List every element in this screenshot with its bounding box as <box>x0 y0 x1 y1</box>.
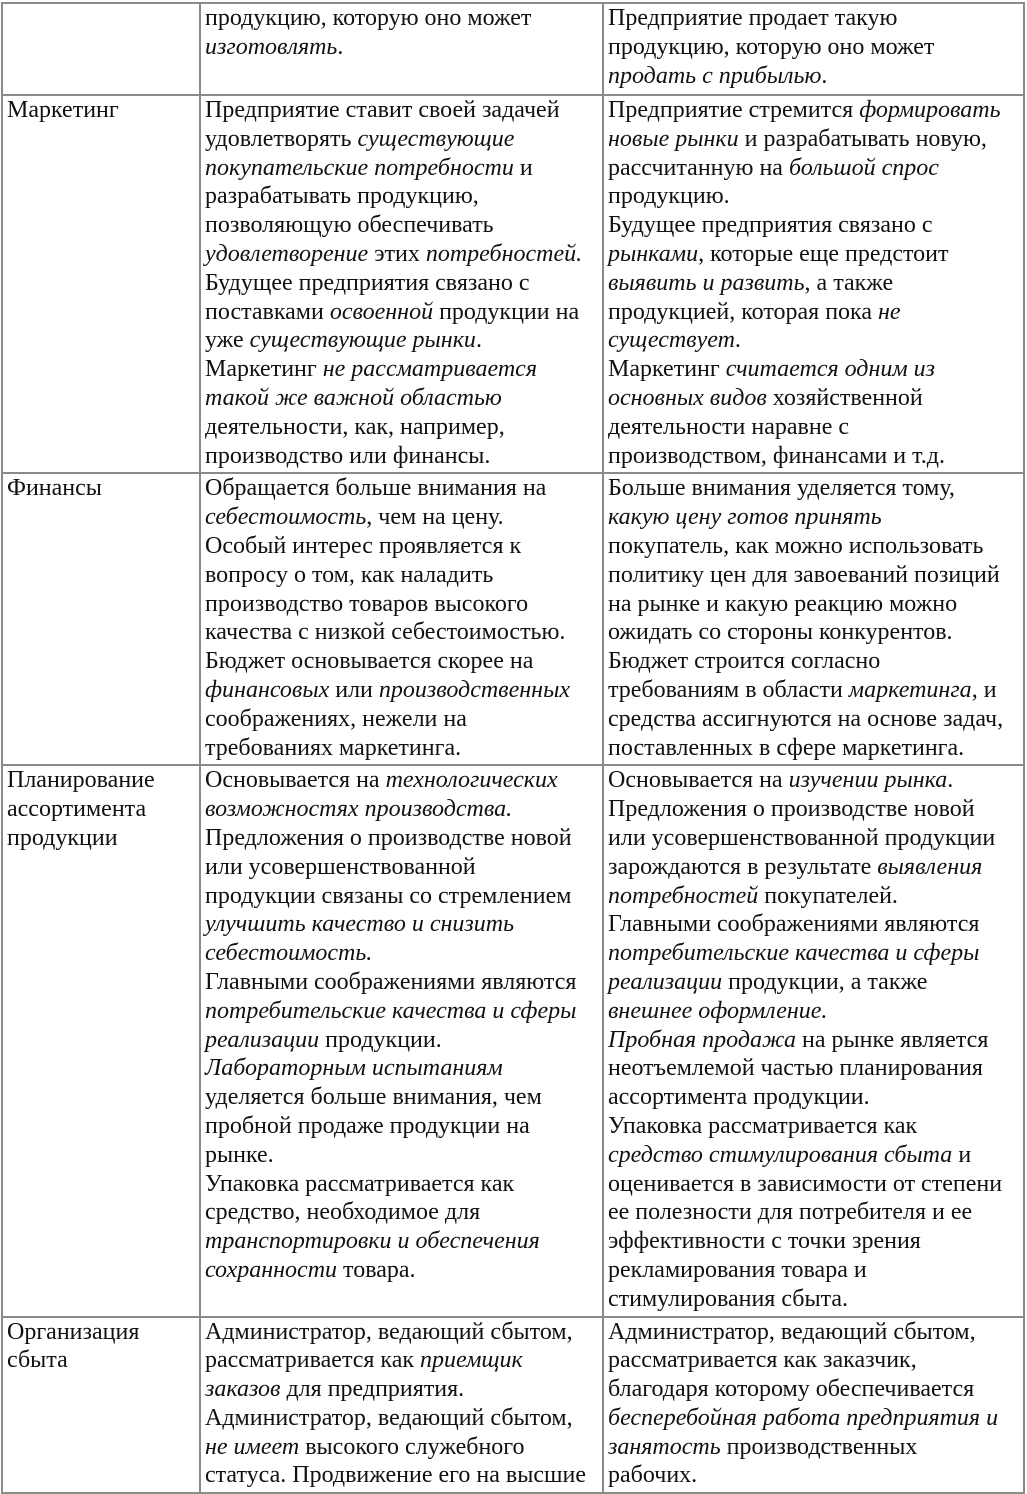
text-run: этих <box>368 240 426 267</box>
italic-text: изучении рынка <box>788 767 948 794</box>
text-run: Бюджет основывается скорее на <box>205 648 534 675</box>
text-run: Предложения о производстве новой <box>205 824 572 851</box>
text-line <box>608 1318 1020 1347</box>
text-line <box>608 269 1020 298</box>
text-line <box>205 384 599 413</box>
text-line <box>205 125 599 154</box>
text-line <box>205 532 599 561</box>
text-line <box>608 384 1020 413</box>
text-run: благодаря которому обеспечивается <box>608 1376 975 1403</box>
table-row <box>2 3 1024 95</box>
text-line <box>205 326 599 355</box>
text-line <box>608 1375 1020 1404</box>
text-run: Основывается на <box>205 767 386 794</box>
text-run: продукцию. <box>608 183 730 210</box>
italic-text: улучшить качество и снизить <box>205 911 514 938</box>
text-run: , которые еще предстоит <box>698 240 949 267</box>
text-run: требованиям в области <box>608 676 849 703</box>
italic-text: сохранности <box>205 1256 338 1283</box>
italic-text: продать с прибылью <box>608 62 822 89</box>
italic-text: реализации <box>608 968 723 995</box>
text-line <box>608 1170 1020 1199</box>
italic-text: потребностей <box>608 882 759 909</box>
text-line <box>205 1346 599 1375</box>
italic-text: основных видов <box>608 384 767 411</box>
text-line <box>608 939 1020 968</box>
text-line <box>608 125 1020 154</box>
text-line <box>205 503 599 532</box>
text-line <box>205 910 599 939</box>
text-line <box>205 1375 599 1404</box>
text-run: или усовершенствованной <box>205 853 476 880</box>
text-run: продукции на <box>433 298 580 325</box>
text-run: поставленных в сфере маркетинга. <box>608 734 965 761</box>
text-line <box>608 1433 1020 1462</box>
italic-text: рынками <box>608 240 699 267</box>
italic-text: реализации <box>205 1026 320 1053</box>
text-run: . <box>337 33 344 60</box>
text-line <box>608 968 1020 997</box>
text-line <box>205 647 599 676</box>
text-run: или <box>329 676 379 703</box>
marketing-concept-cell <box>603 473 1024 765</box>
text-run: разрабатывать продукцию, <box>205 183 479 210</box>
italic-text: существующие <box>357 125 515 152</box>
text-run: оценивается в зависимости от степени <box>608 1170 1003 1197</box>
text-line <box>205 1083 599 1112</box>
text-line <box>608 882 1020 911</box>
text-line <box>608 1256 1020 1285</box>
text-run: производство или финансы. <box>205 442 491 469</box>
italic-text: себестоимость. <box>205 940 373 967</box>
text-line <box>608 1346 1020 1375</box>
text-line <box>205 240 599 269</box>
text-run: Бюджет строится согласно <box>608 648 881 675</box>
text-run: продукции, а также <box>722 968 928 995</box>
text-line <box>205 766 599 795</box>
text-line <box>205 442 599 471</box>
text-run: , и <box>971 676 997 703</box>
text-line <box>205 561 599 590</box>
italic-text: формировать <box>859 97 1001 123</box>
italic-text: Пробная продажа <box>608 1026 796 1053</box>
text-run: и <box>952 1141 972 1168</box>
text-run: покупателей. <box>758 882 898 909</box>
text-run: стимулирования сбыта. <box>608 1285 849 1312</box>
text-run: продукции связаны со стремлением <box>205 882 572 909</box>
text-run: Упаковка рассматривается как <box>608 1112 918 1139</box>
text-run: . <box>821 62 828 89</box>
text-run: и <box>513 154 533 181</box>
text-run: Администратор, ведающий сбытом, <box>608 1318 976 1345</box>
text-line <box>205 413 599 442</box>
text-line <box>608 1285 1020 1314</box>
text-run: статуса. Продвижение его на высшие <box>205 1462 586 1489</box>
italic-text: новые рынки <box>608 125 739 152</box>
text-line <box>205 1026 599 1055</box>
text-line <box>608 1083 1020 1112</box>
text-line <box>608 561 1020 590</box>
text-run: . <box>734 327 741 354</box>
text-run: качества с низкой себестоимостью. <box>205 619 566 646</box>
text-run: деятельности наравне с <box>608 413 850 440</box>
italic-text: производственных <box>378 676 570 703</box>
text-run: эффективности с точки зрения <box>608 1228 921 1255</box>
text-line <box>205 1112 599 1141</box>
text-line <box>608 1404 1020 1433</box>
text-line <box>608 96 1020 125</box>
text-line <box>608 1461 1020 1490</box>
text-line <box>608 1198 1020 1227</box>
text-run: товара. <box>337 1256 416 1283</box>
text-line <box>205 1054 599 1083</box>
text-line <box>608 590 1020 619</box>
text-line <box>608 1026 1020 1055</box>
text-line <box>608 211 1020 240</box>
row-label-cell <box>2 1317 200 1494</box>
italic-text: потребительские качества и сферы <box>608 940 980 967</box>
text-line <box>205 269 599 298</box>
text-run: продукцию, которую оно может <box>608 33 935 60</box>
text-run: Упаковка рассматривается как <box>205 1170 515 1197</box>
text-run: ее полезности для потребителя и ее <box>608 1199 973 1226</box>
italic-text: не имеет <box>205 1433 300 1460</box>
text-line <box>205 1318 599 1347</box>
text-line <box>205 734 599 763</box>
text-run: рабочих. <box>608 1462 698 1489</box>
comparison-table <box>1 2 1025 1494</box>
text-run: продукцией, которая пока <box>608 298 878 325</box>
marketing-concept-cell <box>603 3 1024 95</box>
text-run: . <box>947 767 954 794</box>
text-line: Маркетинг <box>7 97 119 123</box>
italic-text: транспортировки и обеспечения <box>205 1228 540 1255</box>
text-run: уже <box>205 327 250 354</box>
text-line <box>205 1461 599 1490</box>
text-line <box>205 1141 599 1170</box>
text-line <box>608 326 1020 355</box>
text-line <box>608 1112 1020 1141</box>
text-line <box>205 705 599 734</box>
text-line <box>608 618 1020 647</box>
text-run: , чем на цену. <box>366 504 504 531</box>
text-run: средства ассигнуются на основе задач, <box>608 705 1004 732</box>
text-run: Основывается на <box>608 767 789 794</box>
italic-text: маркетинга <box>848 676 972 703</box>
text-line <box>608 413 1020 442</box>
italic-text: не рассматривается <box>322 356 537 383</box>
marketing-concept-cell <box>603 1317 1024 1494</box>
text-line <box>205 1433 599 1462</box>
text-line <box>608 1054 1020 1083</box>
italic-text: занятость <box>608 1433 721 1460</box>
text-run: Обращается больше внимания на <box>205 475 547 502</box>
text-line <box>608 766 1020 795</box>
italic-text: изготовлять <box>205 33 338 60</box>
italic-text: такой же важной областью <box>205 384 502 411</box>
production-concept-cell <box>200 1317 603 1494</box>
text-run: Будущее предприятия связано с <box>608 212 933 239</box>
text-line: ассортимента <box>7 796 147 823</box>
row-label-cell <box>2 765 200 1316</box>
text-line <box>608 4 1020 33</box>
text-run: производственных <box>720 1433 918 1460</box>
row-label-cell <box>2 3 200 95</box>
text-line <box>608 647 1020 676</box>
text-run: Предприятие ставит своей задачей <box>205 97 560 123</box>
text-run: рассматривается как <box>205 1347 421 1374</box>
text-line: Организация <box>7 1318 140 1345</box>
text-run: на рынке является <box>795 1026 989 1053</box>
text-run: соображениях, нежели на <box>205 705 467 732</box>
italic-text: заказов <box>205 1376 281 1403</box>
text-line <box>608 182 1020 211</box>
text-line <box>608 997 1020 1026</box>
italic-text: бесперебойная работа предприятия и <box>608 1404 999 1431</box>
text-line <box>205 795 599 824</box>
text-line <box>608 910 1020 939</box>
text-line <box>205 4 599 33</box>
text-run: зарождаются в результате <box>608 853 878 880</box>
text-line <box>205 298 599 327</box>
text-line <box>205 1256 599 1285</box>
text-line <box>608 240 1020 269</box>
text-run: ассортимента продукции. <box>608 1084 870 1111</box>
italic-text: Лабораторным испытаниям <box>205 1055 503 1082</box>
row-label-cell <box>2 473 200 765</box>
italic-text: внешнее оформление. <box>608 997 828 1024</box>
text-run: уделяется больше внимания, чем <box>205 1084 542 1111</box>
text-run: покупатель, как можно использовать <box>608 532 984 559</box>
text-run: продукции. <box>319 1026 442 1053</box>
text-run: хозяйственной <box>766 384 923 411</box>
production-concept-cell <box>200 765 603 1316</box>
text-line <box>205 824 599 853</box>
text-line <box>608 298 1020 327</box>
text-run: средство, необходимое для <box>205 1199 481 1226</box>
italic-text: большой спрос <box>788 154 939 181</box>
table-row <box>2 95 1024 473</box>
text-run: Главными соображениями являются <box>608 911 980 938</box>
text-line <box>608 676 1020 705</box>
text-line <box>608 442 1020 471</box>
italic-text: покупательские потребности <box>205 154 514 181</box>
text-line <box>205 182 599 211</box>
text-run: производство товаров высокого <box>205 590 529 617</box>
text-run: Будущее предприятия связано с <box>205 269 530 296</box>
text-run: ожидать со стороны конкурентов. <box>608 619 953 646</box>
italic-text: технологических <box>385 767 558 794</box>
text-run: требованиях маркетинга. <box>205 734 462 761</box>
text-run: Предприятие стремится <box>608 97 860 123</box>
text-line <box>205 474 599 503</box>
text-line <box>608 154 1020 183</box>
text-line <box>608 1227 1020 1256</box>
text-run: рассчитанную на <box>608 154 789 181</box>
row-label-cell <box>2 95 200 473</box>
text-run: позволяющую обеспечивать <box>205 212 494 239</box>
text-line: продукции <box>7 824 118 851</box>
text-line: сбыта <box>7 1347 68 1374</box>
text-run: Администратор, ведающий сбытом, <box>205 1404 573 1431</box>
italic-text: приемщик <box>420 1347 523 1374</box>
text-run: для предприятия. <box>280 1376 465 1403</box>
text-line <box>608 355 1020 384</box>
text-run: поставками <box>205 298 330 325</box>
text-line <box>205 968 599 997</box>
text-line <box>205 33 599 62</box>
text-line <box>608 62 1020 91</box>
text-line <box>608 734 1020 763</box>
text-run: Больше внимания уделяется тому, <box>608 475 955 502</box>
text-line <box>608 33 1020 62</box>
text-line <box>608 795 1020 824</box>
text-line <box>205 882 599 911</box>
text-run: Главными соображениями являются <box>205 968 577 995</box>
text-line <box>205 96 599 125</box>
text-line: Планирование <box>7 767 155 794</box>
text-line: Финансы <box>7 475 102 502</box>
text-run: вопросу о том, как наладить <box>205 561 494 588</box>
text-run: рассматривается как заказчик, <box>608 1347 917 1374</box>
text-run: Маркетинг <box>205 356 323 383</box>
text-line <box>205 1170 599 1199</box>
table-row <box>2 473 1024 765</box>
text-line <box>608 532 1020 561</box>
text-line <box>608 1141 1020 1170</box>
text-run: Предложения о производстве новой <box>608 796 975 823</box>
italic-text: не <box>878 298 901 325</box>
italic-text: существующие рынки <box>249 327 476 354</box>
text-run: неотъемлемой частью планирования <box>608 1055 983 1082</box>
text-line <box>205 211 599 240</box>
text-run: политику цен для завоеваний позиций <box>608 561 1000 588</box>
text-line <box>205 355 599 384</box>
italic-text: освоенной <box>329 298 434 325</box>
text-line <box>205 1404 599 1433</box>
italic-text: какую цену готов принять <box>608 504 882 531</box>
text-run: , а также <box>804 269 894 296</box>
text-line <box>205 997 599 1026</box>
text-run: или усовершенствованной продукции <box>608 824 996 851</box>
table-row <box>2 1317 1024 1494</box>
text-line <box>608 853 1020 882</box>
text-run: Администратор, ведающий сбытом, <box>205 1318 573 1345</box>
production-concept-cell <box>200 95 603 473</box>
marketing-concept-cell <box>603 765 1024 1316</box>
italic-text: потребностей. <box>425 240 583 267</box>
text-run: рынке. <box>205 1141 274 1168</box>
italic-text: потребительские качества и сферы <box>205 997 577 1024</box>
text-line <box>608 824 1020 853</box>
text-line <box>205 1198 599 1227</box>
text-run: производством, финансами и т.д. <box>608 442 945 469</box>
text-line <box>205 154 599 183</box>
text-run: пробной продаже продукции на <box>205 1112 530 1139</box>
italic-text: возможностях производства. <box>205 796 513 823</box>
italic-text: удовлетворение <box>205 240 369 267</box>
text-run: Особый интерес проявляется к <box>205 532 522 559</box>
italic-text: существует <box>608 327 735 354</box>
text-run: деятельности, как, например, <box>205 413 505 440</box>
text-line <box>608 705 1020 734</box>
marketing-concept-cell <box>603 95 1024 473</box>
italic-text: средство стимулирования сбыта <box>608 1141 953 1168</box>
table-row <box>2 765 1024 1316</box>
text-run: и разрабатывать новую, <box>738 125 987 152</box>
text-line <box>205 939 599 968</box>
text-run: . <box>475 327 482 354</box>
italic-text: выявления <box>877 853 983 880</box>
italic-text: себестоимость <box>205 504 367 531</box>
text-line <box>608 503 1020 532</box>
text-line <box>205 590 599 619</box>
text-run: Предприятие продает такую <box>608 5 898 31</box>
text-run: продукцию, которую оно может <box>205 5 532 31</box>
text-line <box>205 853 599 882</box>
text-run: удовлетворять <box>205 125 358 152</box>
text-run: высокого служебного <box>299 1433 525 1460</box>
italic-text: выявить и развить <box>608 269 805 296</box>
italic-text: финансовых <box>205 676 330 703</box>
production-concept-cell <box>200 3 603 95</box>
text-run: Маркетинг <box>608 356 726 383</box>
text-run: рекламирования товара и <box>608 1256 867 1283</box>
text-line <box>205 1227 599 1256</box>
text-line <box>205 618 599 647</box>
text-line <box>608 474 1020 503</box>
italic-text: считается одним из <box>725 356 936 383</box>
text-line <box>205 676 599 705</box>
text-run: на рынке и какую реакцию можно <box>608 590 958 617</box>
production-concept-cell <box>200 473 603 765</box>
